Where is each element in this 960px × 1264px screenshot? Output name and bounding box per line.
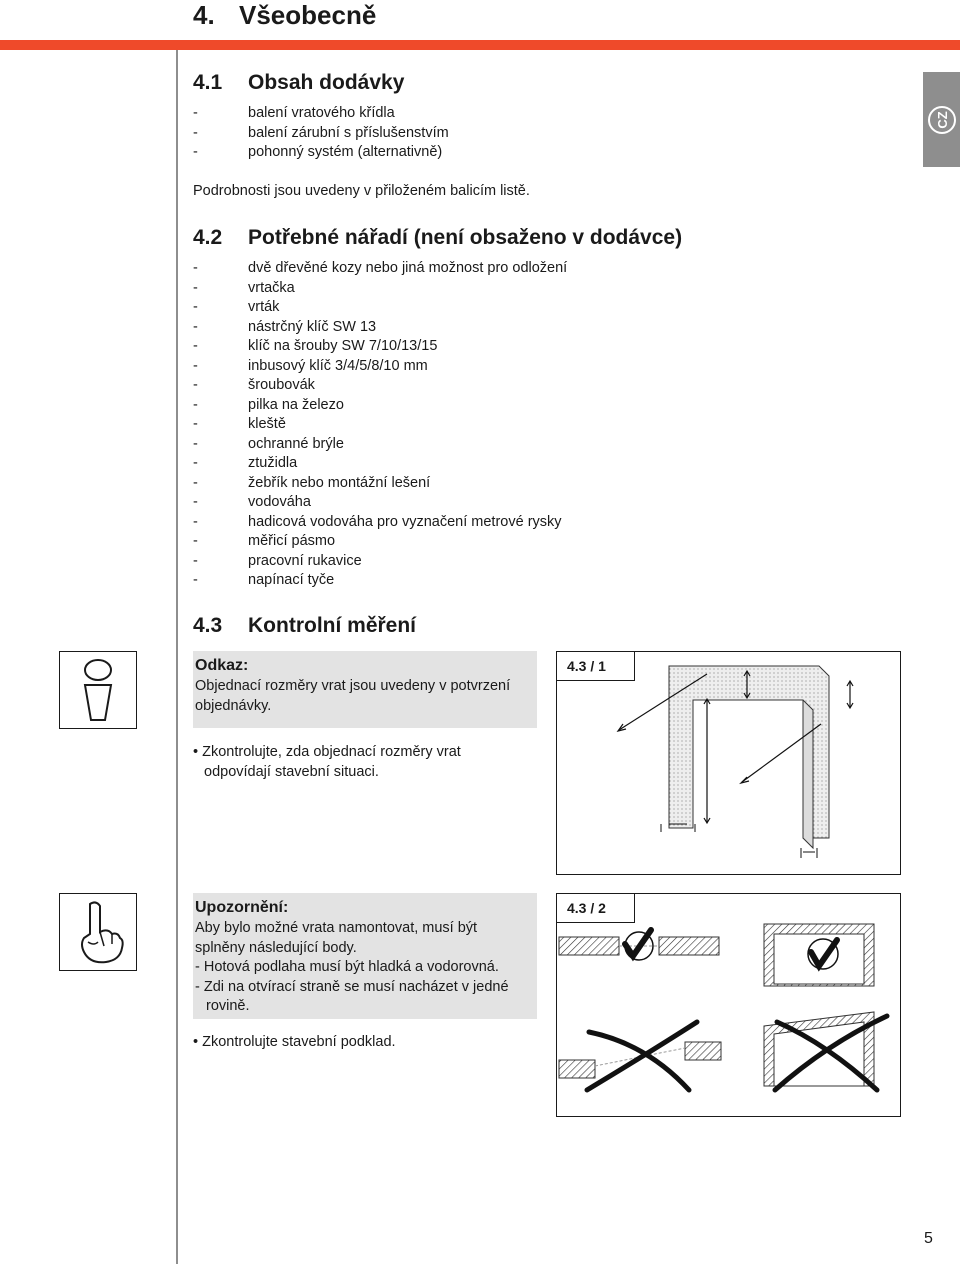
warning-text: splněny následující body. [195, 939, 357, 956]
chapter-title [193, 0, 376, 32]
tools-list [193, 259, 567, 591]
page-number: 5 [924, 1230, 933, 1247]
list-item: - vodováha [193, 494, 311, 510]
section-4-1-heading [193, 70, 404, 96]
list-item: - hadicová vodováha pro vyznačení metrové rysky [193, 513, 562, 530]
section-number: 4.3 [193, 614, 223, 637]
list-item: - vrtačka [193, 279, 295, 296]
check-building-base: • Zkontrolujte stavební podklad. [193, 1034, 396, 1050]
language-tab [923, 72, 960, 167]
warning-text: Aby bylo možné vrata namontovat, musí být [195, 920, 478, 936]
pointing-hand-icon [59, 893, 137, 971]
section-title: Kontrolní měření [248, 614, 417, 637]
list-item: - žebřík nebo montážní lešení [193, 474, 431, 491]
list-item: - vrták [193, 299, 280, 315]
list-item: - pilka na železo [193, 396, 344, 413]
section-number: 4.2 [193, 226, 223, 249]
section-title: Obsah dodávky [248, 71, 405, 94]
chapter-title-text: Všeobecně [239, 0, 377, 30]
chapter-number: 4. [193, 0, 215, 30]
section-4-3-heading [193, 613, 416, 639]
list-item: - pohonný systém (alternativně) [193, 144, 443, 160]
list-item: - balení zárubní s příslušenstvím [193, 124, 449, 141]
language-tab-label: CZ [928, 106, 956, 134]
list-item: - inbusový klíč 3/4/5/8/10 mm [193, 357, 428, 374]
warning-note [193, 893, 537, 1019]
section-number: 4.1 [193, 71, 223, 94]
reference-text: Objednací rozměry vrat jsou uvedeny v potvrzení [195, 678, 511, 694]
section-4-2-heading [193, 225, 682, 251]
check-order-dimensions: • Zkontrolujte, zda objednací rozměry vrat odpovídají stavební situaci. [193, 744, 461, 780]
delivery-list [193, 104, 449, 163]
list-item: - klíč na šrouby SW 7/10/13/15 [193, 338, 438, 354]
warning-text: rovině. [206, 998, 250, 1014]
margin-rule [176, 50, 178, 1264]
figure-4-3-1 [556, 651, 901, 875]
door-frame-diagram [557, 652, 900, 874]
info-icon [59, 651, 137, 729]
list-item: - ochranné brýle [193, 435, 344, 452]
wall-check-diagram [557, 894, 900, 1116]
reference-note [193, 651, 537, 728]
figure-label: 4.3 / 1 [557, 652, 635, 681]
reference-heading: Odkaz: [195, 657, 249, 674]
list-item: - napínací tyče [193, 572, 335, 588]
list-item: - nástrčný klíč SW 13 [193, 318, 377, 335]
warning-text: - Hotová podlaha musí být hladká a vodorovná. [195, 959, 499, 975]
warning-text: - Zdi na otvírací straně se musí nacházet v jedné [195, 978, 509, 995]
pointing-hand-icon-graphic [60, 894, 136, 970]
section-title: Potřebné nářadí (není obsaženo v dodávce) [248, 226, 683, 249]
list-item: - balení vratového křídla [193, 105, 395, 121]
list-item: - dvě dřevěné kozy nebo jiná možnost pro odložení [193, 260, 568, 276]
info-icon-graphic [60, 652, 136, 728]
packing-list-note: Podrobnosti jsou uvedeny v přiloženém balicím listě. [193, 183, 530, 199]
warning-heading: Upozornění: [195, 899, 289, 916]
reference-text: objednávky. [195, 697, 272, 714]
list-item: - pracovní rukavice [193, 552, 362, 569]
figure-4-3-2 [556, 893, 901, 1117]
accent-bar [0, 40, 960, 50]
list-item: - šroubovák [193, 377, 315, 393]
list-item: - ztužidla [193, 455, 298, 471]
list-item: - kleště [193, 416, 286, 432]
figure-label: 4.3 / 2 [557, 894, 635, 923]
list-item: - měřicí pásmo [193, 533, 336, 549]
